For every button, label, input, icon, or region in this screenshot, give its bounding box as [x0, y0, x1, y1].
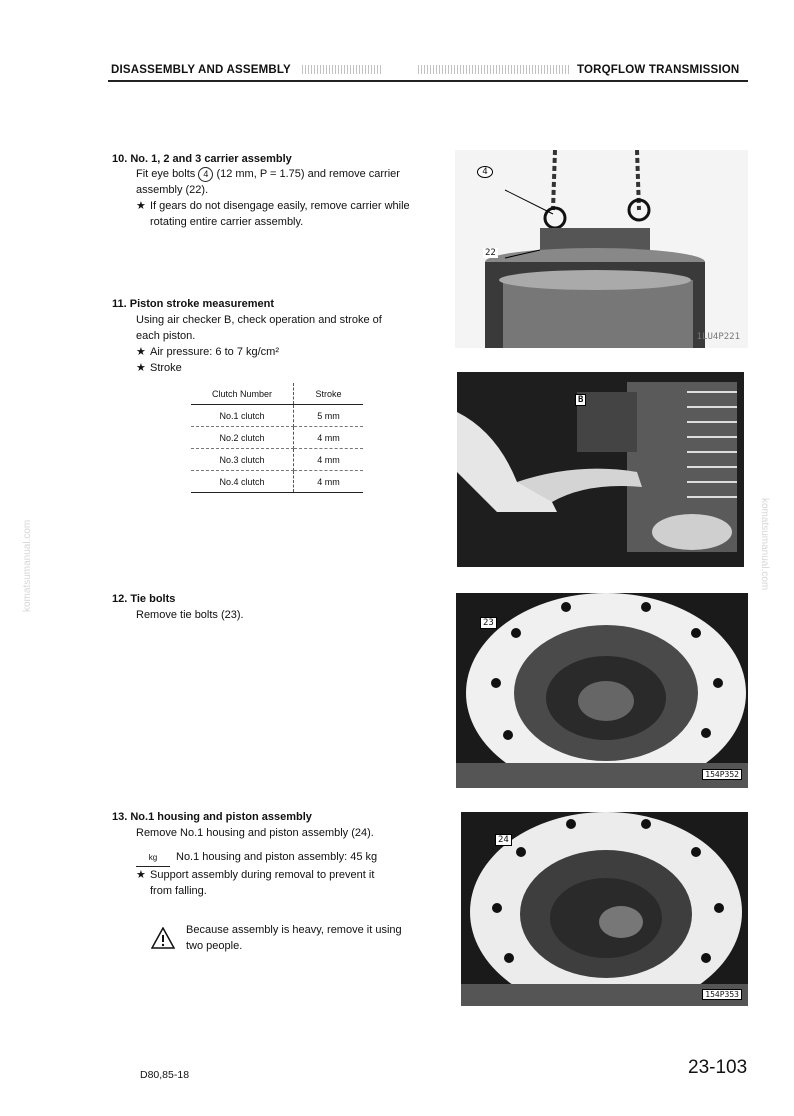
stroke-table: [191, 383, 363, 493]
header-screen-left: [302, 65, 382, 74]
section-11-title: 11. Piston stroke measurement: [112, 298, 275, 310]
table-row: [191, 427, 363, 449]
section-13-body: [136, 825, 436, 899]
photo-carrier-assembly: [455, 150, 748, 348]
table-row: [191, 471, 363, 493]
s12-line1: Remove tie bolts (23).: [136, 609, 244, 621]
photo-callout-22: 22: [485, 248, 496, 258]
watermark-right: komatsumanual.com: [759, 498, 770, 591]
table-cell: No.1 clutch: [191, 405, 294, 427]
table-cell: No.4 clutch: [191, 471, 294, 493]
photo-code: 154P353: [702, 989, 742, 1000]
photo-callout-b: B: [575, 394, 586, 406]
weight-icon-label: kg: [148, 853, 158, 862]
s10-line1a: Fit eye bolts: [136, 168, 196, 180]
photo-callout-4: 4: [477, 166, 493, 178]
photo-callout-24: 24: [495, 834, 512, 846]
table-cell: No.3 clutch: [191, 449, 294, 471]
photo-carrier-drawing: [455, 150, 748, 348]
table-cell: 4 mm: [294, 427, 364, 449]
s10-line1b: (12 mm, P = 1.75) and remove carrier: [216, 168, 400, 180]
s11-line1: Using air checker B, check operation and stroke of: [136, 314, 382, 326]
s13-weight: No.1 housing and piston assembly: 45 kg: [176, 851, 378, 863]
s10-note2: rotating entire carrier assembly.: [150, 216, 304, 228]
warning-icon: [151, 927, 175, 954]
table-cell: 4 mm: [294, 449, 364, 471]
star-icon: ★: [136, 346, 146, 358]
table-header: Clutch Number: [191, 383, 294, 405]
s13-warning: [186, 922, 436, 954]
star-icon: ★: [136, 362, 146, 374]
photo-code: 1LU4P221: [696, 332, 740, 342]
footer-page-number: 23-103: [688, 1057, 748, 1078]
section-12-title: 12. Tie bolts: [112, 593, 176, 605]
footer-model: D80,85-18: [140, 1069, 190, 1081]
photo-tie-bolts: [456, 593, 748, 788]
table-cell: No.2 clutch: [191, 427, 294, 449]
weight-icon: [136, 850, 170, 867]
table-row: [191, 405, 363, 427]
photo-code: 154P352: [702, 769, 742, 780]
header-screen-right: [418, 65, 570, 74]
s11-stroke: Stroke: [150, 362, 182, 374]
header-rule: [108, 80, 748, 82]
callout-4: 4: [198, 167, 213, 182]
table-row: [191, 449, 363, 471]
header-right: TORQFLOW TRANSMISSION: [577, 64, 740, 76]
s13-line1: Remove No.1 housing and piston assembly (24).: [136, 827, 374, 839]
s11-line2: each piston.: [136, 330, 196, 342]
star-icon: ★: [136, 869, 146, 881]
s13-warn1: Because assembly is heavy, remove it using: [186, 924, 402, 936]
section-13-title: 13. No.1 housing and piston assembly: [112, 811, 312, 823]
s13-note2: from falling.: [150, 885, 207, 897]
photo-air-checker-drawing: [457, 372, 744, 567]
table-cell: 5 mm: [294, 405, 364, 427]
s10-note1: If gears do not disengage easily, remove carrier while: [150, 200, 410, 212]
photo-callout-23: 23: [480, 617, 497, 629]
photo-housing-piston: [461, 812, 748, 1006]
table-header: Stroke: [294, 383, 364, 405]
photo-tie-bolts-drawing: [456, 593, 748, 788]
s11-air: Air pressure: 6 to 7 kg/cm²: [150, 346, 279, 358]
watermark-left: komatsumanual.com: [22, 519, 33, 612]
s10-line2: assembly (22).: [136, 184, 209, 196]
section-10-body: [136, 166, 436, 230]
header-left: DISASSEMBLY AND ASSEMBLY: [111, 64, 291, 76]
star-icon: ★: [136, 200, 146, 212]
s13-note1: Support assembly during removal to prevent it: [150, 869, 375, 881]
section-10-title: 10. No. 1, 2 and 3 carrier assembly: [112, 153, 292, 165]
s13-warn2: two people.: [186, 940, 243, 952]
section-11-body: [136, 312, 436, 376]
photo-air-checker: [457, 372, 744, 567]
table-cell: 4 mm: [294, 471, 364, 493]
